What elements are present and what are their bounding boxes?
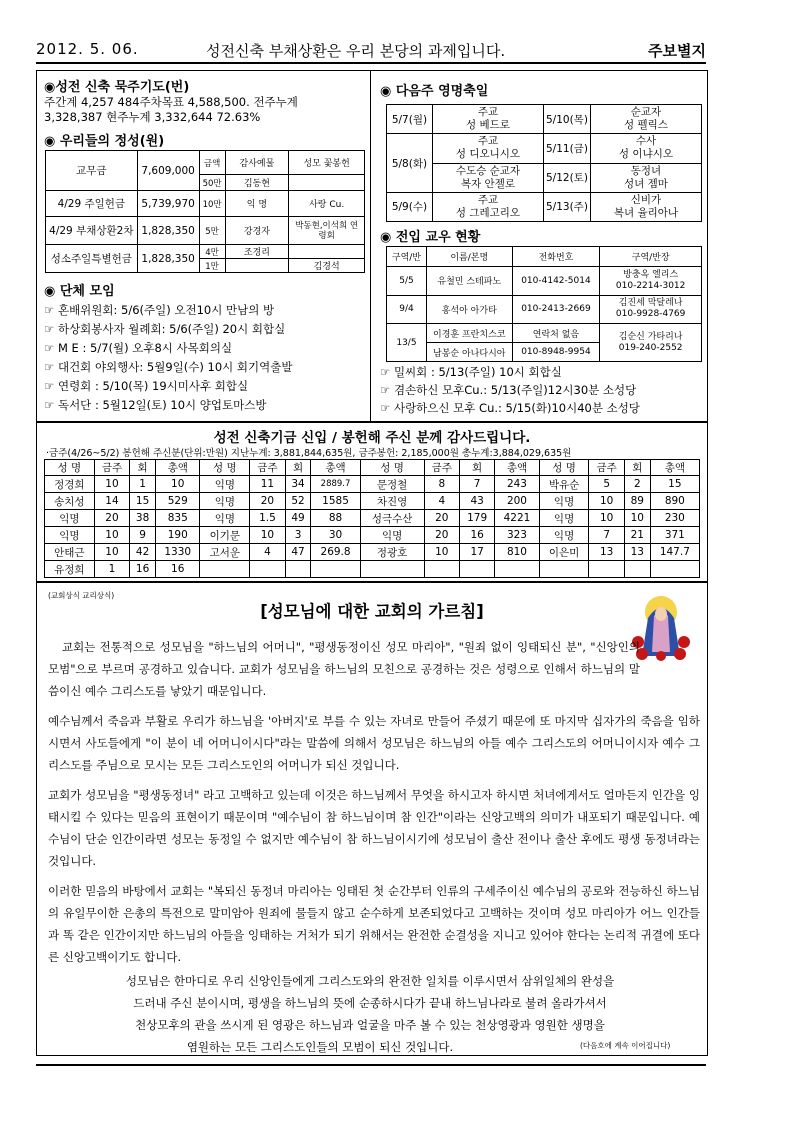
donor-tier: 50만 [199,175,225,191]
donor-name: 차진영 [360,493,424,510]
donor-value: 179 [460,510,495,527]
feast-saint: 순교자 성 펠릭스 [590,105,701,134]
donor-value: 1 [94,561,129,578]
transfer-table [386,246,702,362]
donor-value: 16 [460,527,495,544]
offering-label: 4/29 부채상환2차 [46,217,138,245]
donor-value: 10 [155,476,200,493]
page-header [36,36,706,62]
donor-value: 190 [155,527,200,544]
transfer-leader: 김진세 막달레나 010-9928-4769 [600,295,702,324]
conclusion-line: 성모님은 한마디로 우리 신앙인들에게 그리스도와의 완전한 일치를 이루시면서 삼위일체의 완성을 [125,974,615,988]
donor-value: 30 [311,527,360,544]
donor-tier: 4만 [199,245,225,259]
fund-header-cell: 성 명 [539,460,589,476]
fund-header-cell: 총액 [155,460,200,476]
donor-gift: 김동현 [225,175,289,191]
donor-flower: 사랑 Cu. [289,191,365,217]
fund-header-cell: 회 [130,460,156,476]
rosary-line-1: 주간계 4,257 484주차목표 4,588,500. 전주누계 [44,95,298,109]
donor-gift: 익 명 [225,191,289,217]
group-item: ☞ 혼배위원회: 5/6(주일) 오전10시 만남의 방 [44,301,366,320]
teaching-paragraph-2: 예수님께서 죽음과 부활로 우리가 하느님을 '아버지'로 부를 수 있는 자녀로 만들어 주셨기 때문에 또 마지막 십자가의 죽음을 임하시면서 사도들에게 "이 분이 네 어머니이시다"라는 말씀에 의해서 성모님은 하느님의 아들 예수 그리스도의 어머니이시자 예수 그리스도를 주님으로 모시는 모든 그리스도인의 어머니가 되신 것입니다. [48,714,700,772]
feast-date: 5/7(월) [387,105,433,134]
donor-value: 810 [495,544,540,561]
fund-header-cell: 총액 [311,460,360,476]
donor-value: 10 [94,476,129,493]
offering-label: 성소주일특별헌금 [46,245,138,273]
group-meetings [44,280,366,415]
donor-value: 14 [94,493,129,510]
group-item: ☞ 독서단 : 5월12일(토) 10시 양업토마스방 [44,396,366,415]
feast-date: 5/10(목) [544,105,591,134]
fund-row [45,510,700,527]
fund-header-cell: 금주 [589,460,624,476]
transfer-head: 구역/반 [387,247,427,267]
transfer-leader: 김순신 가타리나 019-240-2552 [600,324,702,362]
transfer-zone: 13/5 [387,324,427,362]
donor-value: 10 [589,493,624,510]
donor-name [200,561,250,578]
donor-value: 42 [130,544,156,561]
donor-name: 익명 [45,527,95,544]
donor-value: 52 [285,493,311,510]
rosary-line-2: 3,328,387 현주누계 3,332,644 72.63% [44,110,261,124]
fund-header-cell: 회 [624,460,650,476]
donor-value: 835 [155,510,200,527]
conclusion-line: 천상모후의 관을 쓰시게 된 영광은 하느님과 얼굴을 마주 볼 수 있는 천상영광과 영원한 생명을 [135,1018,605,1032]
continued-note: (다음호에 계속 이어집니다) [580,1041,671,1050]
donor-value: 9 [130,527,156,544]
donor-value: 529 [155,493,200,510]
donor-value: 1330 [155,544,200,561]
donor-name: 익명 [200,510,250,527]
teaching-title: [성모님에 대한 교회의 가르침] [260,602,484,621]
donor-value: 15 [130,493,156,510]
donor-value: 230 [650,510,699,527]
donor-value: 2889.7 [311,476,360,493]
fund-header-cell: 회 [285,460,311,476]
offering-label: 교무금 [46,151,138,191]
donor-value [624,561,650,578]
donor-value [495,561,540,578]
transfer-phone: 연락처 없음 [512,324,600,343]
donor-name: 성극수산 [360,510,424,527]
donor-value: 4 [424,493,459,510]
donor-name: 안태근 [45,544,95,561]
teaching-body [48,636,700,976]
donor-value: 89 [624,493,650,510]
feast-saint: 신비가 복녀 율리아나 [590,192,701,221]
donor-gift: 조경리 [225,245,289,259]
transfer-name: 유철민 스테파노 [426,267,512,296]
donor-value: 21 [624,527,650,544]
donor-name: 문정철 [360,476,424,493]
donor-value: 11 [250,476,285,493]
rosary-title: ◉성전 신축 묵주기도(번) [44,80,190,95]
fund-header-cell: 성 명 [200,460,250,476]
donor-value: 47 [285,544,311,561]
donor-value: 20 [94,510,129,527]
offering-title: ◉ 우리들의 정성(원) [44,134,165,149]
transfer-name: 이경훈 프란치스코 [426,324,512,343]
donor-value: 16 [155,561,200,578]
feast-saint: 동정녀 성녀 젬마 [590,163,701,192]
transfer-zone: 9/4 [387,295,427,324]
donor-value [424,561,459,578]
donor-tier: 1만 [199,259,225,273]
donor-value: 10 [94,544,129,561]
fund-header-cell: 총액 [650,460,699,476]
fund-header-cell: 금주 [94,460,129,476]
donor-value: 5 [589,476,624,493]
donor-head-gift: 감사예물 [225,151,289,175]
donor-value: 147.7 [650,544,699,561]
donor-value: 269.8 [311,544,360,561]
donor-value: 1 [130,476,156,493]
donor-value: 16 [130,561,156,578]
teaching-paragraph-4: 이러한 믿음의 바탕에서 교회는 "복되신 동정녀 마리아는 잉태된 첫 순간부터 인류의 구세주이신 예수님의 공로와 전능하신 하느님의 유일무이한 은총의 특전으로 말미암아 원죄에 물들지 않고 순수하게 보존되었다고 고백하는 것이며 성모 마리아가 어느 인간들과 똑 같은 인간이지만 하느님의 아들을 잉태하는 거처가 되기 위해서는 완전한 순결성을 지니고 있어야 한다는 논리적 귀결에 또다른 신앙고백이기도 합니다. [48,884,700,964]
donor-name: 이기문 [200,527,250,544]
donor-value: 4221 [495,510,540,527]
feast-saint: 주교 성 그레고리오 [432,192,543,221]
donor-name [539,561,589,578]
donor-value: 890 [650,493,699,510]
fund-row [45,544,700,561]
donor-name: 박유순 [539,476,589,493]
transfer-phone: 010-8948-9954 [512,343,600,362]
feast-saint: 수도승 순교자 복자 안젤로 [432,163,543,192]
donor-value: 10 [94,527,129,544]
transfer-name: 홍석아 아가타 [426,295,512,324]
donor-value: 38 [130,510,156,527]
group-item: ☞ M E : 5/7(월) 오후8시 사목회의실 [44,339,366,358]
donor-name [360,561,424,578]
footer-rule [36,1064,706,1066]
donor-value: 20 [250,493,285,510]
feast-saint: 주교 성 베드로 [432,105,543,134]
donor-flower: 김경석 [289,259,365,273]
donor-value: 10 [424,544,459,561]
donor-name: 익명 [200,493,250,510]
transfer-phone: 010-4142-5014 [512,267,600,296]
feast-date: 5/13(주) [544,192,591,221]
teaching-tag: (교회상식 교리상식) [48,591,115,600]
offering-table [45,150,365,273]
transfer-head: 전화번호 [512,247,600,267]
donor-value [589,561,624,578]
donor-value: 13 [589,544,624,561]
extra-item: ☞ 겸손하신 모후Cu.: 5/13(주일)12시30분 소성당 [380,381,704,399]
offering-amount: 5,739,970 [137,191,199,217]
donor-name: 익명 [539,527,589,544]
donor-head-amount: 금액 [199,151,225,175]
fund-row [45,476,700,493]
donor-name: 익명 [539,510,589,527]
donor-gift [225,259,289,273]
donor-name: 익명 [539,493,589,510]
donor-value: 2 [624,476,650,493]
donor-name: 이은미 [539,544,589,561]
donor-value: 8 [424,476,459,493]
group-item: ☞ 대건회 야외행사: 5월9일(수) 10시 회기역출발 [44,358,366,377]
donor-tier: 5만 [199,217,225,245]
fund-header-cell: 성 명 [45,460,95,476]
donor-value: 3 [285,527,311,544]
fund-header-cell: 금주 [250,460,285,476]
donor-value: 20 [424,527,459,544]
donor-value: 10 [624,510,650,527]
donor-head-flower: 성모 꽃봉헌 [289,151,365,175]
offering-label: 4/29 주일헌금 [46,191,138,217]
donor-value [250,561,285,578]
donor-value [460,561,495,578]
group-item: ☞ 연령회 : 5/10(목) 19시미사후 회합실 [44,377,366,396]
extra-item: ☞ 사랑하으신 모후 Cu.: 5/15(화)10시40분 소성당 [380,399,704,417]
conclusion-line: 드러내 주신 분이시며, 평생을 하느님의 뜻에 순종하시다가 끝내 하느님나라로 불려 올라가셔서 [133,996,607,1010]
donor-value [650,561,699,578]
feast-saint: 수사 성 이냐시오 [590,134,701,163]
extra-item: ☞ 밀씨회 : 5/13(주일) 10시 회합실 [380,363,704,381]
donor-name: 익명 [200,476,250,493]
donor-value: 15 [650,476,699,493]
donor-value: 243 [495,476,540,493]
feast-table [386,104,702,222]
donor-value [311,561,360,578]
feast-title: ◉ 다음주 영명축일 [380,84,489,99]
bulletin-date: 2012. 5. 06. [36,40,139,58]
fund-subtitle: ·금주(4/26~5/2) 봉헌해 주신분(단위:만원) 지난누계: 3,881,844,635원, 금주봉헌: 2,185,000원 총누계:3,884,029,635원 [46,448,572,459]
feast-date: 5/8(화) [387,134,433,193]
donor-value: 88 [311,510,360,527]
donor-flower [289,245,365,259]
donor-name: 송치성 [45,493,95,510]
donor-name: 정광호 [360,544,424,561]
donor-value: 1585 [311,493,360,510]
feast-date: 5/12(토) [544,163,591,192]
group-item: ☞ 하상회봉사자 월례회: 5/6(주일) 20시 회합실 [44,320,366,339]
feast-date: 5/11(금) [544,134,591,163]
transfer-head: 구역/반장 [600,247,702,267]
donor-value [285,561,311,578]
header-slogan: 성전신축 부채상환은 우리 본당의 과제입니다. [206,42,506,60]
fund-header-cell: 성 명 [360,460,424,476]
bulletin-section: 주보별지 [648,42,706,60]
donor-name: 유정희 [45,561,95,578]
feast-date: 5/9(수) [387,192,433,221]
donor-value: 4 [250,544,285,561]
donor-value: 1.5 [250,510,285,527]
transfer-phone: 010-2413-2669 [512,295,600,324]
offering-amount: 7,609,000 [137,151,199,191]
donor-flower [289,175,365,191]
transfer-leader: 방충옥 엘리스 010-2214-3012 [600,267,702,296]
donor-value: 10 [250,527,285,544]
groups-title: ◉ 단체 모임 [44,284,115,299]
transfer-name: 남봉순 아나다시아 [426,343,512,362]
fund-header-cell: 총액 [495,460,540,476]
donor-value: 323 [495,527,540,544]
donor-name: 익명 [360,527,424,544]
donor-value: 34 [285,476,311,493]
fund-row [45,527,700,544]
fund-title: 성전 신축기금 신입 / 봉헌해 주신 분께 감사드립니다. [213,430,531,446]
transfer-zone: 5/5 [387,267,427,296]
offering-amount: 1,828,350 [137,245,199,273]
donor-value: 13 [624,544,650,561]
donor-value: 7 [589,527,624,544]
conclusion-line: 염원하는 모든 그리스도인들의 모범이 되신 것입니다. [186,1040,454,1054]
donor-value: 7 [460,476,495,493]
donor-value: 17 [460,544,495,561]
donor-gift: 강경자 [225,217,289,245]
face [655,607,667,621]
fund-header-cell: 회 [460,460,495,476]
extra-schedule [380,363,704,417]
fund-table [44,459,700,578]
donor-value: 43 [460,493,495,510]
donor-value: 49 [285,510,311,527]
donor-value: 200 [495,493,540,510]
header-rule [36,62,706,64]
donor-name: 익명 [45,510,95,527]
donor-value: 10 [589,510,624,527]
donor-value: 20 [424,510,459,527]
donor-value: 371 [650,527,699,544]
rosary-section [44,76,366,125]
donor-name: 정경희 [45,476,95,493]
transfer-head: 이름/본명 [426,247,512,267]
offering-amount: 1,828,350 [137,217,199,245]
donor-name: 고서운 [200,544,250,561]
teaching-paragraph-1: 교회는 전통적으로 성모님을 "하느님의 어머니", "평생동정이신 성모 마리아", "원죄 없이 잉태되신 분", "신앙인의 모범"으로 부르며 공경하고 있습니다. 교회가 성모님을 하느님의 모친으로 공경하는 것은 성령으로 인해서 하느님의 말씀이신 예수 그리스도를 낳았기 때문입니다. [48,640,640,698]
feast-saint: 주교 성 디오니시오 [432,134,543,163]
column-divider [370,70,371,422]
teaching-paragraph-3: 교회가 성모님을 "평생동정녀" 라고 고백하고 있는데 이것은 하느님께서 무엇을 하시고자 하시면 처녀에게서도 얼마든지 인간을 잉태시킬 수 있다는 믿음의 표현이기 때문이며 "예수님이 참 하느님이며 참 인간"이라는 신앙고백의 의미가 내포되기 때문입니다. 예수님이 단순 인간이라면 성모는 동정일 수 없지만 예수님이 참 하느님이시기에 성모님이 출산 전이나 출산 후에도 평생 동정녀라는 것입니다. [48,788,700,868]
donor-tier: 10만 [199,191,225,217]
transfer-title: ◉ 전입 교우 현황 [380,230,481,245]
fund-row [45,561,700,578]
donor-flower: 박동현,이석희 연령회 [289,217,365,245]
fund-row [45,493,700,510]
fund-header-cell: 금주 [424,460,459,476]
